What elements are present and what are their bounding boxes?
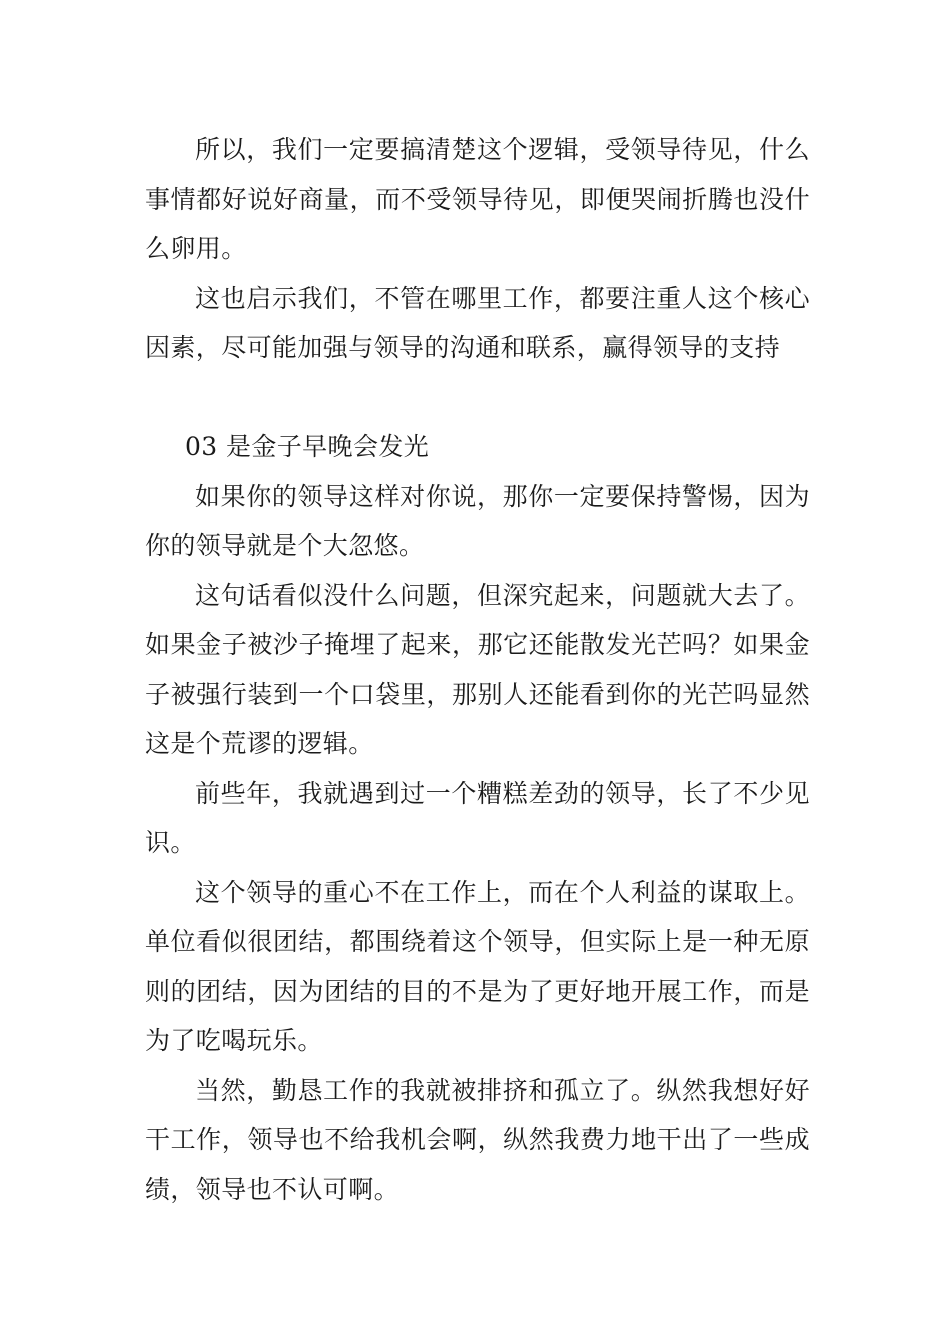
paragraph: 前些年，我就遇到过一个糟糕差劲的领导，长了不少见识。 bbox=[145, 778, 810, 857]
paragraph: 如果你的领导这样对你说，那你一定要保持警惕，因为你的领导就是个大忽悠。 bbox=[145, 481, 810, 560]
paragraph: 所以，我们一定要搞清楚这个逻辑，受领导待见，什么事情都好说好商量，而不受领导待见，即便哭闹折腾也没什么卵用。 bbox=[145, 135, 810, 263]
paragraph: 这个领导的重心不在工作上，而在个人利益的谋取上。单位看似很团结，都围绕着这个领导，但实际上是一种无原则的团结，因为团结的目的不是为了更好地开展工作，而是为了吃喝玩乐。 bbox=[145, 877, 810, 1055]
paragraph: 这句话看似没什么问题，但深究起来，问题就大去了。如果金子被沙子掩埋了起来，那它还能散发光芒吗？如果金子被强行装到一个口袋里，那别人还能看到你的光芒吗显然这是个荒谬的逻辑。 bbox=[145, 580, 810, 758]
paragraph: 这也启示我们，不管在哪里工作，都要注重人这个核心因素，尽可能加强与领导的沟通和联系，赢得领导的支持 bbox=[145, 283, 810, 362]
article-body bbox=[145, 125, 810, 1214]
section-heading: 03 是金子早晚会发光 bbox=[185, 432, 430, 461]
paragraph: 当然，勤恳工作的我就被排挤和孤立了。纵然我想好好干工作，领导也不给我机会啊，纵然我费力地干出了一些成绩，领导也不认可啊。 bbox=[145, 1075, 810, 1204]
